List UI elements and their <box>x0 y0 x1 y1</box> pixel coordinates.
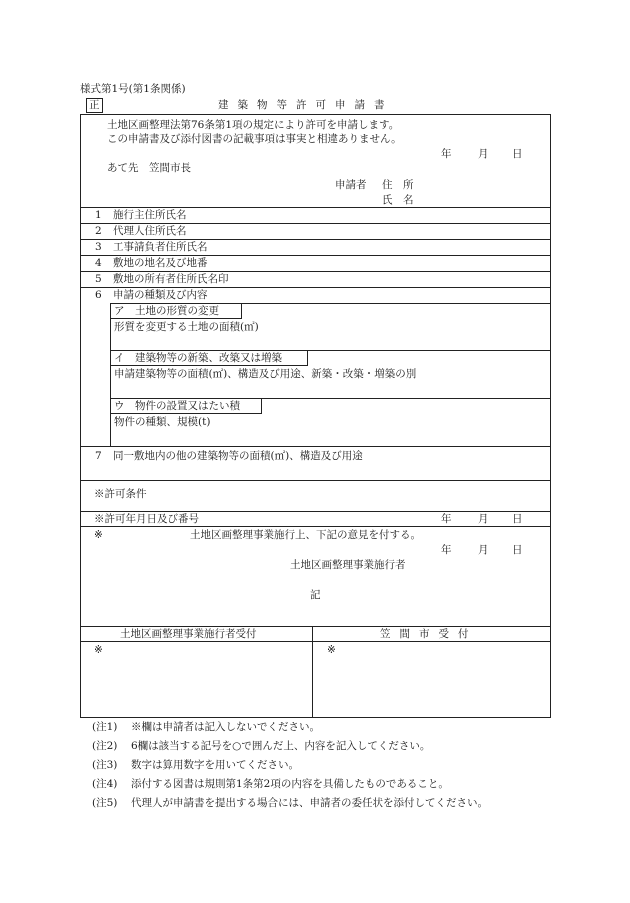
rule <box>80 255 550 256</box>
option-building-detail: 申請建築物等の面積(㎡)、構造及び用途、新築・改築・増築の別 <box>114 368 417 380</box>
opinion-month-label: 月 <box>478 544 489 556</box>
declaration-line-2: この申請書及び添付図書の記載事項は事実と相違ありません。 <box>107 133 402 145</box>
permit-day-label: 日 <box>512 513 523 525</box>
permit-conditions-label: ※許可条件 <box>94 488 147 500</box>
addressee: あて先 笠間市長 <box>107 162 191 174</box>
note-text: ※欄は申請者は記入しないでください。 <box>131 721 320 733</box>
rule <box>110 303 111 446</box>
implementer-receipt-label: 土地区画整理事業施行者受付 <box>120 628 257 640</box>
rule <box>80 207 550 208</box>
city-receipt-label: 笠間市受付 <box>380 628 478 640</box>
rule <box>550 114 551 717</box>
option-building: イ 建築物等の新築、改築又は増築 <box>114 352 282 364</box>
date-day-label: 日 <box>512 148 523 160</box>
rule <box>80 626 550 627</box>
applicant-label: 申請者 <box>335 179 367 191</box>
rule <box>80 717 551 718</box>
item-label-contractor: 工事請負者住所氏名 <box>113 241 208 253</box>
item-label-land-owner: 敷地の所有者住所氏名印 <box>113 273 229 285</box>
opinion-mark: ※ <box>94 529 103 541</box>
rule <box>80 239 550 240</box>
rule <box>80 511 550 512</box>
rule <box>80 287 550 288</box>
receipt-mark-right: ※ <box>327 644 336 656</box>
date-month-label: 月 <box>478 148 489 160</box>
form-title: 建築物等許可申請書 <box>218 99 394 111</box>
ki-label: 記 <box>310 589 321 601</box>
option-land-change: ア 土地の形質の変更 <box>114 305 219 317</box>
rule <box>312 626 313 717</box>
item-number: 3 <box>95 241 102 253</box>
note-text: 6欄は該当する記号を○で囲んだ上、内容を記入してください。 <box>131 740 431 752</box>
opinion-text: 土地区画整理事業施行上、下記の意見を付する。 <box>190 529 421 541</box>
original-badge <box>86 98 103 113</box>
date-year-label: 年 <box>441 148 452 160</box>
rule <box>80 223 550 224</box>
permit-year-label: 年 <box>441 513 452 525</box>
rule <box>80 114 550 115</box>
rule <box>80 641 550 642</box>
receipt-mark-left: ※ <box>94 644 103 656</box>
opinion-year-label: 年 <box>441 544 452 556</box>
item-number: 1 <box>95 209 102 221</box>
note-text: 代理人が申請書を提出する場合には、申請者の委任状を添付してください。 <box>131 797 488 809</box>
implementer-label: 土地区画整理事業施行者 <box>290 559 406 571</box>
permit-month-label: 月 <box>478 513 489 525</box>
item-label-agent: 代理人住所氏名 <box>113 225 187 237</box>
original-badge-label: 正 <box>89 99 100 111</box>
option-object-detail: 物件の種類、規模(t) <box>114 416 211 428</box>
option-land-change-detail: 形質を変更する土地の面積(㎡) <box>114 321 259 333</box>
item-label-lot: 敷地の地名及び地番 <box>113 257 208 269</box>
item-label-owner: 施行主住所氏名 <box>113 209 187 221</box>
note-label: (注1) <box>92 721 118 733</box>
declaration-line-1: 土地区画整理法第76条第1項の規定により許可を申請します。 <box>107 119 400 131</box>
permit-date-number-label: ※許可年月日及び番号 <box>94 513 199 525</box>
item-label-other-buildings: 同一敷地内の他の建築物等の面積(㎡)、構造及び用途 <box>113 450 363 462</box>
applicant-name-label: 氏 名 <box>382 194 414 206</box>
item-number: 5 <box>95 273 102 285</box>
note-label: (注4) <box>92 778 118 790</box>
item-number: 2 <box>95 225 102 237</box>
note-label: (注2) <box>92 740 118 752</box>
note-label: (注3) <box>92 759 118 771</box>
item-number: 7 <box>95 450 102 462</box>
rule <box>80 446 550 447</box>
item-number: 6 <box>95 289 102 301</box>
opinion-day-label: 日 <box>512 544 523 556</box>
option-object: ウ 物件の設置又はたい積 <box>114 400 240 412</box>
rule <box>80 480 550 481</box>
note-text: 数字は算用数字を用いてください。 <box>131 759 299 771</box>
note-label: (注5) <box>92 797 118 809</box>
rule <box>80 271 550 272</box>
note-text: 添付する図書は規則第1条第2項の内容を具備したものであること。 <box>131 778 449 790</box>
rule <box>80 526 550 527</box>
form-number: 様式第1号(第1条関係) <box>80 83 186 95</box>
applicant-address-label: 住 所 <box>382 179 414 191</box>
item-label-application-type: 申請の種類及び内容 <box>113 289 208 301</box>
item-number: 4 <box>95 257 102 269</box>
